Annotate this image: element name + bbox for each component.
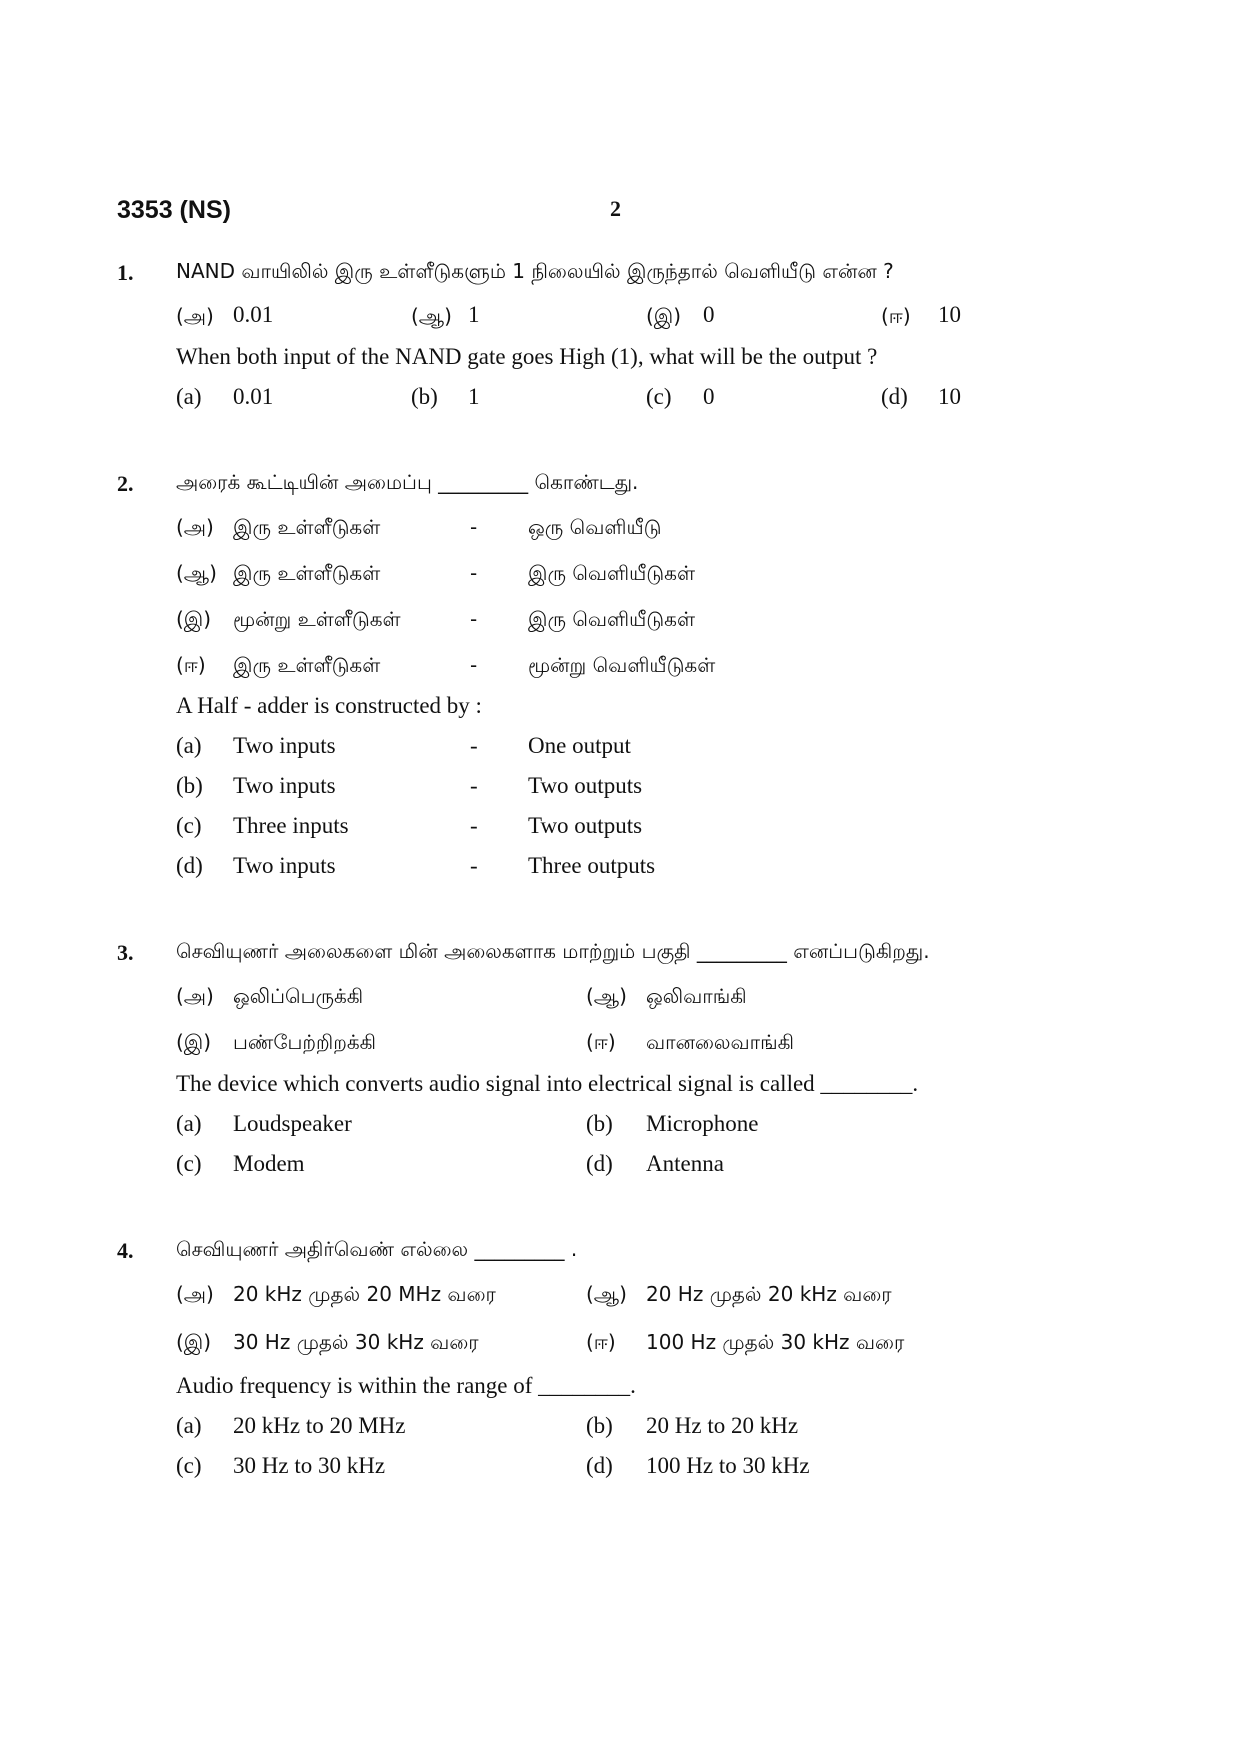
option-label: (இ) bbox=[176, 1330, 212, 1354]
option-label: (இ) bbox=[176, 607, 212, 631]
option-label: (a) bbox=[176, 1111, 202, 1136]
option-text: 30 Hz முதல் 30 kHz வரை bbox=[233, 1330, 479, 1354]
option-label: (b) bbox=[176, 773, 203, 798]
option-right: Two outputs bbox=[528, 773, 643, 798]
option-label: (ஈ) bbox=[881, 304, 911, 328]
option-dash: - bbox=[470, 773, 478, 798]
option-label: (d) bbox=[586, 1453, 613, 1478]
question-english: Audio frequency is within the range of ________. bbox=[176, 1373, 636, 1398]
question-tamil: செவியுணர் அலைகளை மின் அலைகளாக மாற்றும் பகுதி _________ எனப்படுகிறது. bbox=[176, 939, 930, 963]
option-text: Modem bbox=[233, 1151, 305, 1176]
option-left: இரு உள்ளீடுகள் bbox=[233, 515, 381, 539]
option-text: 30 Hz to 30 kHz bbox=[233, 1453, 386, 1478]
option-left: Two inputs bbox=[233, 733, 336, 758]
option-left: மூன்று உள்ளீடுகள் bbox=[233, 607, 401, 631]
option-text: ஒலிப்பெருக்கி bbox=[233, 984, 364, 1008]
option-label: (a) bbox=[176, 733, 202, 758]
question-number: 4. bbox=[117, 1238, 134, 1263]
option-text: 0.01 bbox=[233, 384, 274, 409]
option-left: இரு உள்ளீடுகள் bbox=[233, 653, 381, 677]
option-dash: - bbox=[470, 653, 478, 677]
option-dash: - bbox=[470, 853, 478, 878]
option-left: இரு உள்ளீடுகள் bbox=[233, 561, 381, 585]
option-label: (அ) bbox=[176, 984, 214, 1008]
question-number: 2. bbox=[117, 471, 134, 496]
option-text: 100 Hz முதல் 30 kHz வரை bbox=[646, 1330, 905, 1354]
question-tamil: NAND வாயிலில் இரு உள்ளீடுகளும் 1 நிலையில் இருந்தால் வெளியீடு என்ன ? bbox=[176, 259, 894, 283]
option-label: (d) bbox=[881, 384, 908, 409]
option-label: (a) bbox=[176, 384, 202, 409]
question-english: The device which converts audio signal into electrical signal is called ________. bbox=[176, 1071, 919, 1096]
option-text: Antenna bbox=[646, 1151, 724, 1176]
option-label: (ஈ) bbox=[176, 653, 206, 677]
option-label: (அ) bbox=[176, 304, 214, 328]
option-label: (d) bbox=[176, 853, 203, 878]
question-english: When both input of the NAND gate goes High (1), what will be the output ? bbox=[176, 344, 878, 369]
option-left: Three inputs bbox=[233, 813, 349, 838]
option-text: 0 bbox=[703, 384, 715, 409]
option-label: (அ) bbox=[176, 515, 214, 539]
option-label: (அ) bbox=[176, 1282, 214, 1306]
option-text: 20 kHz முதல் 20 MHz வரை bbox=[233, 1282, 496, 1306]
option-right: Two outputs bbox=[528, 813, 643, 838]
option-label: (ஈ) bbox=[586, 1330, 616, 1354]
option-label: (இ) bbox=[646, 304, 682, 328]
option-text: 20 Hz முதல் 20 kHz வரை bbox=[646, 1282, 892, 1306]
option-label: (c) bbox=[176, 1151, 202, 1176]
option-label: (இ) bbox=[176, 1030, 212, 1054]
option-label: (b) bbox=[586, 1413, 613, 1438]
option-text: 1 bbox=[468, 302, 480, 327]
paper-code: 3353 (NS) bbox=[117, 196, 231, 224]
option-dash: - bbox=[470, 607, 478, 631]
option-dash: - bbox=[470, 813, 478, 838]
question-number: 3. bbox=[117, 940, 134, 965]
option-left: Two inputs bbox=[233, 853, 336, 878]
option-label: (ஈ) bbox=[586, 1030, 616, 1054]
option-dash: - bbox=[470, 733, 478, 758]
option-right: ஒரு வெளியீடு bbox=[528, 515, 662, 539]
option-text: 1 bbox=[468, 384, 480, 409]
option-label: (b) bbox=[411, 384, 438, 409]
option-text: Loudspeaker bbox=[233, 1111, 352, 1136]
question-tamil: செவியுணர் அதிர்வெண் எல்லை _________ . bbox=[176, 1237, 578, 1261]
option-right: Three outputs bbox=[528, 853, 656, 878]
option-label: (b) bbox=[586, 1111, 613, 1136]
option-left: Two inputs bbox=[233, 773, 336, 798]
option-text: 100 Hz to 30 kHz bbox=[646, 1453, 810, 1478]
option-text: பண்பேற்றிறக்கி bbox=[233, 1030, 377, 1054]
option-label: (a) bbox=[176, 1413, 202, 1438]
question-tamil: அரைக் கூட்டியின் அமைப்பு _________ கொண்டது. bbox=[176, 470, 639, 494]
option-text: 20 kHz to 20 MHz bbox=[233, 1413, 406, 1438]
question-number: 1. bbox=[117, 260, 134, 285]
option-text: ஒலிவாங்கி bbox=[646, 984, 747, 1008]
option-right: இரு வெளியீடுகள் bbox=[528, 607, 696, 631]
option-label: (ஆ) bbox=[586, 1282, 627, 1306]
option-text: 20 Hz to 20 kHz bbox=[646, 1413, 799, 1438]
option-text: 0.01 bbox=[233, 302, 274, 327]
option-right: மூன்று வெளியீடுகள் bbox=[528, 653, 716, 677]
option-text: 10 bbox=[938, 384, 961, 409]
option-text: வானலைவாங்கி bbox=[646, 1030, 795, 1054]
option-text: 0 bbox=[703, 302, 715, 327]
option-right: இரு வெளியீடுகள் bbox=[528, 561, 696, 585]
question-english: A Half - adder is constructed by : bbox=[176, 693, 482, 718]
option-right: One output bbox=[528, 733, 631, 758]
option-dash: - bbox=[470, 515, 478, 539]
option-label: (ஆ) bbox=[586, 984, 627, 1008]
option-label: (c) bbox=[176, 813, 202, 838]
option-label: (ஆ) bbox=[176, 561, 217, 585]
option-label: (ஆ) bbox=[411, 304, 452, 328]
option-label: (d) bbox=[586, 1151, 613, 1176]
option-text: 10 bbox=[938, 302, 961, 327]
option-text: Microphone bbox=[646, 1111, 759, 1136]
option-label: (c) bbox=[176, 1453, 202, 1478]
option-dash: - bbox=[470, 561, 478, 585]
page-number: 2 bbox=[610, 196, 621, 221]
option-label: (c) bbox=[646, 384, 672, 409]
